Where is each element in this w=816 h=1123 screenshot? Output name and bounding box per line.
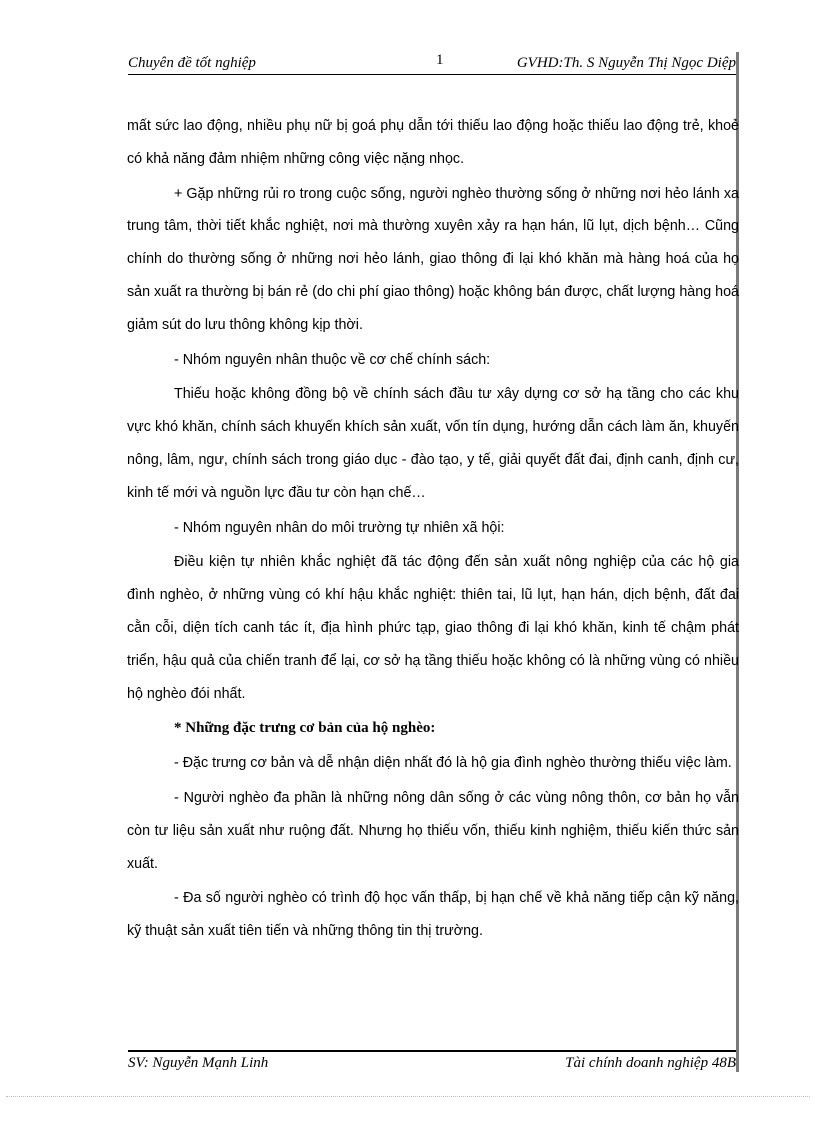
page-number: 1	[436, 52, 444, 68]
footer-class: Tài chính doanh nghiệp 48B	[565, 1055, 736, 1071]
page-footer	[128, 1055, 736, 1077]
header-advisor: GVHD:Th. S Nguyễn Thị Ngọc Diệp	[516, 55, 736, 71]
paragraph-risks: + Gặp những rủi ro trong cuộc sống, người nghèo thường sống ở những nơi hẻo lánh xa trung tâm, thời tiết khắc nghiệt, nơi mà thường xuyên xảy ra hạn hán, lũ lụt, dịch bệnh… Cũng chính do thường sống ở những nơi hẻo lánh, giao thông đi lại khó khăn mà hàng hoá của họ sản xuất ra thường bị bán rẻ (do chi phí giao thông) hoặc không bán được, chất lượng hàng hoá giảm sút do lưu thông không kịp thời.	[127, 185, 739, 333]
footer-divider	[128, 1050, 736, 1052]
page-header	[128, 48, 736, 76]
footer-student: SV: Nguyễn Mạnh Linh	[128, 1055, 269, 1071]
paragraph-environment-heading: - Nhóm nguyên nhân do môi trường tự nhiên xã hội:	[174, 519, 505, 536]
section-heading: * Những đặc trưng cơ bản của hộ nghèo:	[174, 720, 436, 737]
document-body	[127, 110, 739, 950]
paragraph-characteristic-2: - Người nghèo đa phần là những nông dân sống ở các vùng nông thôn, cơ bản họ vẫn còn tư liệu sản xuất như ruộng đất. Nhưng họ thiếu vốn, thiếu kinh nghiệm, thiếu kiến thức sản xuất.	[127, 789, 739, 872]
page-edge	[6, 1096, 810, 1097]
paragraph-characteristic-1: - Đặc trưng cơ bản và dễ nhận diện nhất đó là hộ gia đình nghèo thường thiếu việc làm.	[174, 755, 732, 772]
paragraph-policy: Thiếu hoặc không đồng bộ về chính sách đầu tư xây dựng cơ sở hạ tầng cho các khu vực khó khăn, chính sách khuyến khích sản xuất, vốn tín dụng, hướng dẫn cách làm ăn, khuyến nông, lâm, ngư, chính sách trong giáo dục - đào tạo, y tế, giải quyết đất đai, định canh, định cư, kinh tế mới và nguồn lực đầu tư còn hạn chế…	[127, 386, 739, 501]
paragraph-policy-heading: - Nhóm nguyên nhân thuộc về cơ chế chính sách:	[174, 351, 491, 368]
header-divider	[128, 74, 736, 75]
paragraph-characteristic-3: - Đa số người nghèo có trình độ học vấn thấp, bị hạn chế về khả năng tiếp cận kỹ năng, kỹ thuật sản xuất tiên tiến và những thông tin thị trường.	[127, 890, 739, 940]
paragraph-continued: mất sức lao động, nhiều phụ nữ bị goá phụ dẫn tới thiếu lao động hoặc thiếu lao động trẻ, khoẻ có khả năng đảm nhiệm những công việc nặng nhọc.	[127, 118, 739, 167]
header-document-type: Chuyên đề tốt nghiệp	[128, 55, 256, 71]
paragraph-environment: Điều kiện tự nhiên khắc nghiệt đã tác động đến sản xuất nông nghiệp của các hộ gia đình nghèo, ở những vùng có khí hậu khắc nghiệt: thiên tai, lũ lụt, hạn hán, dịch bệnh, đất đai cằn cỗi, diện tích canh tác ít, địa hình phức tạp, giao thông đi lại khó khăn, kinh tế chậm phát triển, hậu quả của chiến tranh để lại, cơ sở hạ tầng thiếu hoặc không có là những vùng có nhiều hộ nghèo đói nhất.	[127, 554, 739, 702]
